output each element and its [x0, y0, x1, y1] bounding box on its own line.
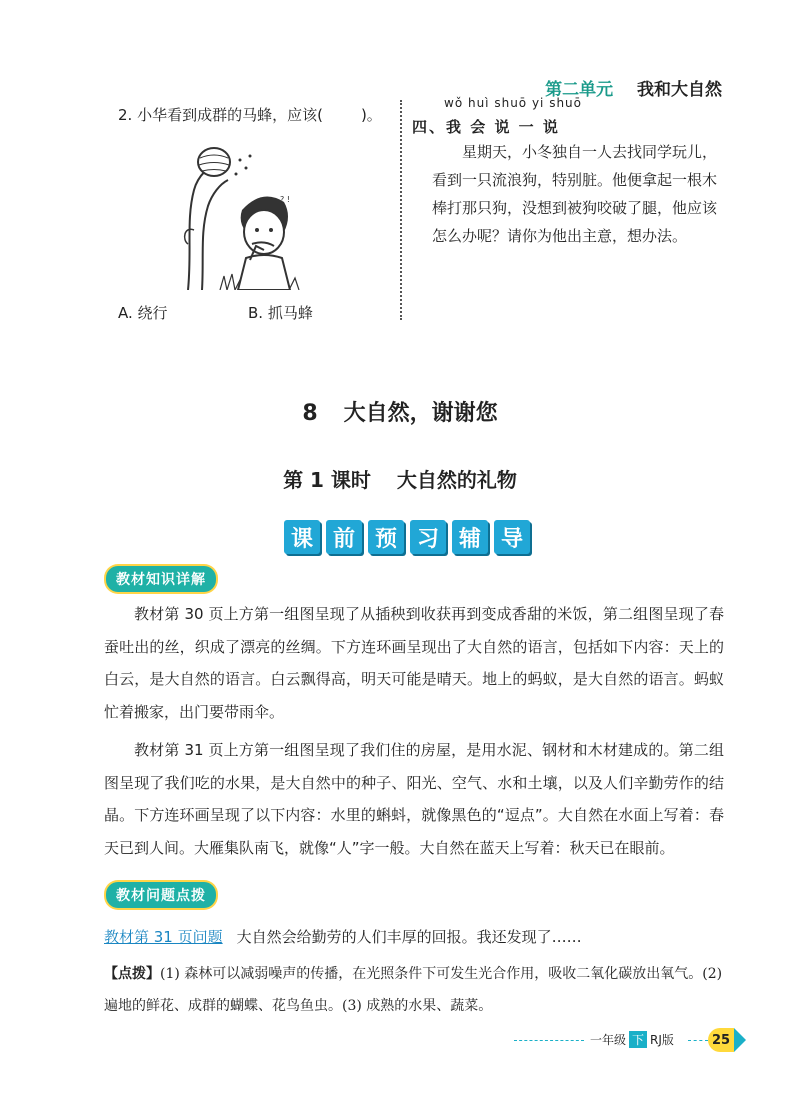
edition-label: RJ版 — [650, 1033, 674, 1047]
section-4-pinyin: wǒ huì shuō yi shuō — [444, 96, 583, 110]
question-text: 大自然会给勤劳的人们丰厚的回报。我还发现了…… — [236, 928, 582, 946]
page-footer — [514, 1030, 744, 1052]
footer-dash-left — [514, 1040, 584, 1041]
banner-char: 辅 — [452, 520, 488, 554]
svg-text:? !: ? ! — [280, 195, 290, 204]
paragraph-1: 教材第 30 页上方第一组图呈现了从插秧到收获再到变成香甜的米饭，第二组图呈现了春蚕吐出的丝，织成了漂亮的丝绸。下方连环画呈现出了大自然的语言，包括如下内容：天上的白云，是大自然的语言。白云飘得高，明天可能是晴天。地上的蚂蚁，是大自然的语言。蚂蚁忙着搬家，出门要带雨伞。 — [104, 605, 724, 721]
section-4-title: 四、我 会 说 一 说 — [412, 118, 560, 136]
question-2-prefix: 2. 小华看到成群的马蜂，应该( — [118, 106, 323, 124]
footer-dash-right — [688, 1040, 708, 1041]
section-4-text: 星期天，小冬独自一人去找同学玩儿，看到一只流浪狗，特别脏。他便拿起一根木棒打那只狗，没想到被狗咬破了腿，他应该怎么办呢？请你为他出主意，想办法。 — [432, 143, 718, 245]
page-number: 25 — [708, 1028, 734, 1052]
grade-label: 一年级 — [590, 1033, 627, 1047]
lesson-title — [0, 396, 800, 427]
question-2 — [118, 104, 382, 125]
period-title — [0, 464, 800, 493]
question-tag: 教材第 31 页问题 — [104, 928, 223, 946]
answer-hint — [104, 958, 726, 1022]
preview-banner — [284, 520, 530, 554]
column-divider — [400, 100, 402, 320]
answer-label: 【点拨】 — [104, 966, 160, 982]
unit-number: 第二单元 — [545, 80, 614, 100]
banner-char: 前 — [326, 520, 362, 554]
textbook-question — [104, 926, 582, 947]
paragraph-2: 教材第 31 页上方第一组图呈现了我们住的房屋，是用水泥、钢材和木材建成的。第二组图呈现了我们吃的水果，是大自然中的种子、阳光、空气、水和土壤，以及人们辛勤劳作的结晶。下方连环画呈现了以下内容：水里的蝌蚪，就像黑色的“逗点”。大自然在水面上写着：春天已到人间。大雁集队南飞，就像“人”字一般。大自然在蓝天上写着：秋天已在眼前。 — [104, 741, 724, 857]
question-2-suffix: )。 — [360, 106, 382, 124]
section-tag-questions: 教材问题点拨 — [106, 882, 216, 908]
term-badge: 下 — [629, 1031, 647, 1048]
banner-char: 预 — [368, 520, 404, 554]
hornet-nest-illustration — [180, 140, 320, 290]
banner-char: 习 — [410, 520, 446, 554]
banner-char: 课 — [284, 520, 320, 554]
answer-text: (1) 森林可以减弱噪声的传播，在光照条件下可发生光合作用，吸收二氧化碳放出氧气。(2) 遍地的鲜花、成群的蝴蝶、花鸟鱼虫。(3) 成熟的水果、蔬菜。 — [104, 966, 723, 1014]
lesson-name: 大自然，谢谢您 — [343, 401, 498, 426]
banner-char: 导 — [494, 520, 530, 554]
option-a: A. 绕行 — [118, 304, 168, 322]
section-tag-knowledge: 教材知识详解 — [106, 566, 216, 592]
period-name: 大自然的礼物 — [396, 468, 517, 492]
lesson-number: 8 — [302, 401, 318, 426]
arrow-right-icon — [734, 1028, 746, 1052]
unit-title: 我和大自然 — [637, 80, 722, 100]
footer-grade — [590, 1031, 674, 1048]
option-b: B. 抓马蜂 — [248, 304, 313, 322]
period-number: 第 1 课时 — [283, 468, 371, 492]
